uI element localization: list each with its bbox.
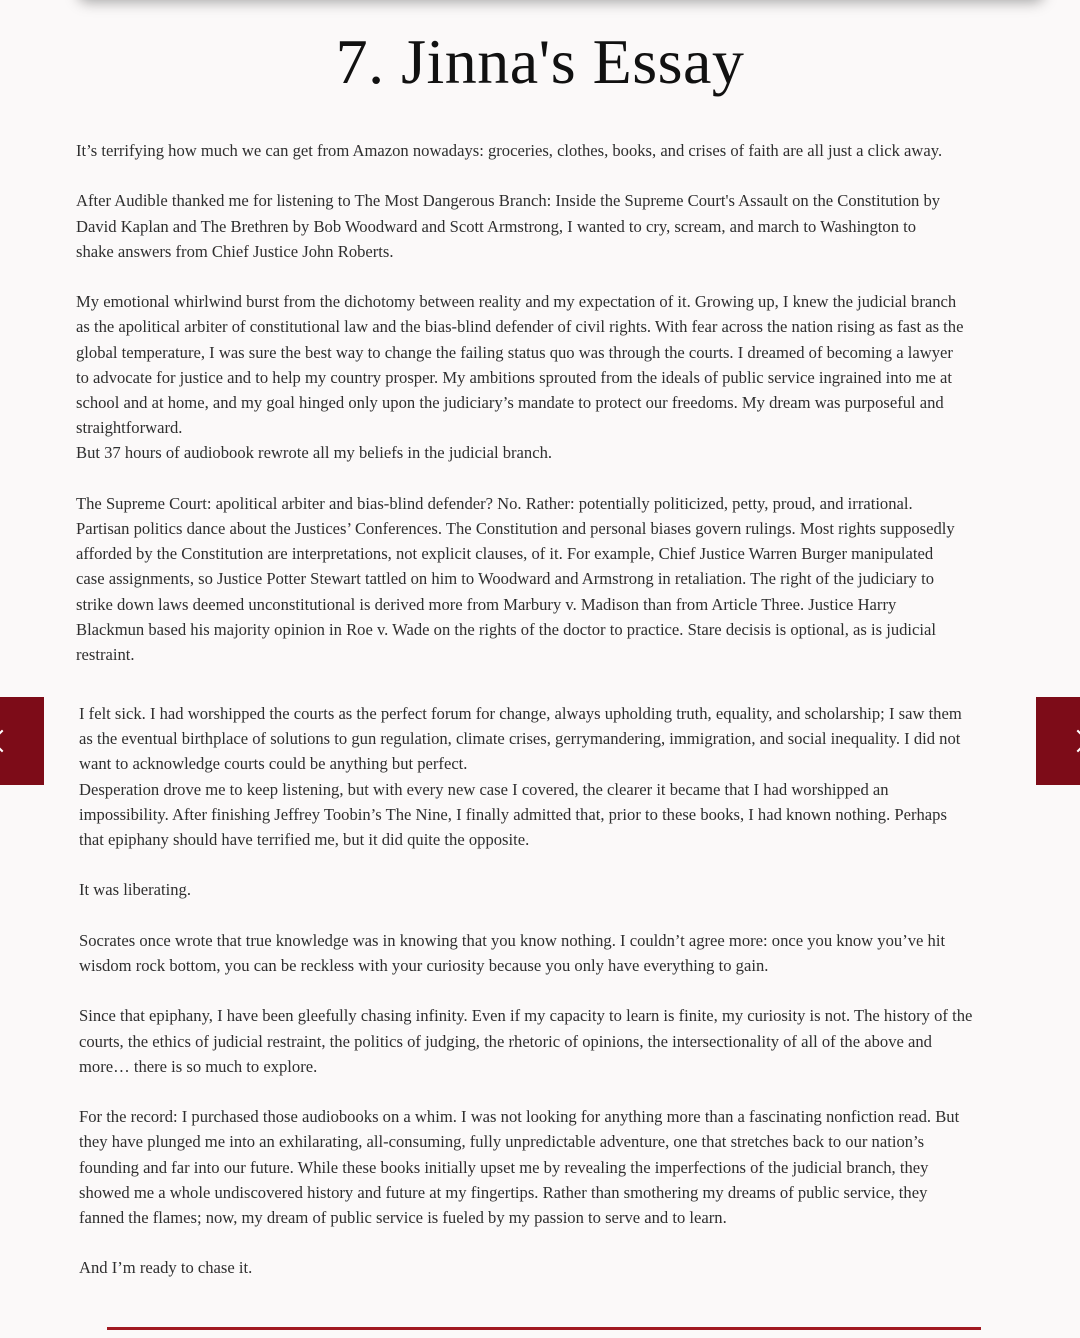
chevron-right-icon — [1067, 730, 1080, 753]
essay-paragraph — [76, 188, 1000, 264]
essay-line: founding and far into our future. While these books initially upset me by revealing the imperfections of the judicial branch, they — [79, 1157, 929, 1177]
essay-line: global temperature, I was sure the best way to change the failing status quo was through the courts. I dreamed of becoming a lawyer — [76, 342, 953, 362]
essay-paragraph — [79, 1003, 1001, 1079]
essay-line: more… there is so much to explore. — [79, 1056, 318, 1076]
essay-paragraph — [79, 1104, 1001, 1230]
essay-line: And I’m ready to chase it. — [79, 1258, 253, 1278]
next-essay-button[interactable] — [1036, 697, 1080, 785]
essay-line: David Kaplan and The Brethren by Bob Woodward and Scott Armstrong, I wanted to cry, scream, and march to Washington to — [76, 216, 917, 236]
essay-paragraph — [79, 928, 1001, 978]
essay-line: wisdom rock bottom, you can be reckless with your curiosity because you only have everything to gain. — [79, 956, 769, 975]
essay-line: they have plunged me into an exhilarating, all-consuming, fully unpredictable adventure, one that stretches back to our nation’s — [79, 1132, 925, 1152]
essay-line: Partisan politics dance about the Justices’ Conferences. The Constitution and personal biases govern rulings. Most rights supposedly — [76, 519, 955, 538]
essay-line: afforded by the Constitution are interpretations, not explicit clauses, of it. For example, Chief Justice Warren Burger manipulated — [76, 544, 934, 564]
essay-paragraph — [76, 289, 1000, 465]
essay-line: courts, the ethics of judicial restraint, the politics of judging, the rhetoric of opinions, the intersectionality of all of the above and — [79, 1031, 932, 1051]
essay-line: to advocate for justice and to help my country prosper. My ambitions sprouted from the ideals of public service ingrained into me at — [76, 367, 953, 387]
essay-line: that epiphany should have terrified me, but it did quite the opposite. — [79, 830, 530, 850]
previous-essay-button[interactable] — [0, 697, 44, 785]
essay-line: fanned the flames; now, my dream of public service is fueled by my passion to serve and to learn. — [79, 1208, 727, 1227]
essay-paragraph — [79, 1255, 1001, 1280]
essay-line: But 37 hours of audiobook rewrote all my beliefs in the judicial branch. — [76, 443, 553, 463]
chevron-left-icon — [0, 730, 13, 753]
essay-paragraph — [79, 877, 1001, 902]
essay-body-top — [76, 138, 1000, 692]
essay-line: want to acknowledge courts could be anything but perfect. — [79, 754, 468, 774]
essay-line: The Supreme Court: apolitical arbiter and bias-blind defender? No. Rather: potentially politicized, petty, proud, and irrational. — [76, 493, 913, 513]
essay-line: For the record: I purchased those audiobooks on a whim. I was not looking for anything more than a fascinating nonfiction read. But — [79, 1107, 960, 1127]
essay-line: Desperation drove me to keep listening, but with every new case I covered, the clearer it became that I had worshipped an — [79, 779, 889, 799]
essay-paragraph — [76, 138, 1000, 163]
essay-line: school and at home, and my goal hinged only upon the judiciary’s mandate to protect our freedoms. My dream was purposeful and — [76, 393, 944, 412]
essay-line: as the eventual birthplace of solutions to gun regulation, climate crises, gerrymandering, immigration, and social inequality. I did not — [79, 729, 961, 749]
essay-line: I felt sick. I had worshipped the courts as the perfect forum for change, always upholding truth, equality, and scholarship; I saw them — [79, 704, 962, 723]
essay-line: Blackmun based his majority opinion in Roe v. Wade on the rights of the doctor to practice. Stare decisis is optional, as is judicial — [76, 619, 936, 639]
essay-line: impossibility. After finishing Jeffrey Toobin’s The Nine, I finally admitted that, prior to these books, I had known nothing. Perhaps — [79, 804, 947, 824]
essay-line: strike down laws deemed unconstitutional is derived more from Marbury v. Madison than from Article Three. Justice Harry — [76, 594, 897, 614]
essay-line: It’s terrifying how much we can get from Amazon nowadays: groceries, clothes, books, and crises of faith are all just a click away. — [76, 141, 943, 160]
essay-paragraph — [76, 491, 1000, 667]
essay-line: Socrates once wrote that true knowledge was in knowing that you know nothing. I couldn’t agree more: once you know you’ve hit — [79, 930, 946, 950]
essay-line: showed me a whole undiscovered history and future at my fingertips. Rather than smothering my dreams of public service, they — [79, 1182, 928, 1202]
essay-line: straightforward. — [76, 418, 183, 438]
footer-divider — [107, 1327, 981, 1330]
essay-line: My emotional whirlwind burst from the dichotomy between reality and my expectation of it. Growing up, I knew the judicial branch — [76, 292, 957, 312]
essay-body-bottom — [79, 701, 1001, 1306]
essay-line: shake answers from Chief Justice John Roberts. — [76, 241, 394, 261]
essay-line: case assignments, so Justice Potter Stewart tattled on him to Woodward and Armstrong in retaliation. The right of the judiciary to — [76, 569, 934, 589]
essay-line: restraint. — [76, 645, 135, 665]
essay-line: as the apolitical arbiter of constitutional law and the bias-blind defender of civil rights. With fear across the nation rising as fast as the — [76, 317, 964, 337]
essay-line: Since that epiphany, I have been gleefully chasing infinity. Even if my capacity to learn is finite, my curiosity is not. The history of the — [79, 1006, 973, 1026]
essay-line: It was liberating. — [79, 880, 191, 900]
essay-paragraph — [79, 701, 1001, 852]
essay-line: After Audible thanked me for listening to The Most Dangerous Branch: Inside the Supreme Court's Assault on the Constitution by — [76, 191, 941, 211]
page-title: 7. Jinna's Essay — [335, 26, 745, 97]
